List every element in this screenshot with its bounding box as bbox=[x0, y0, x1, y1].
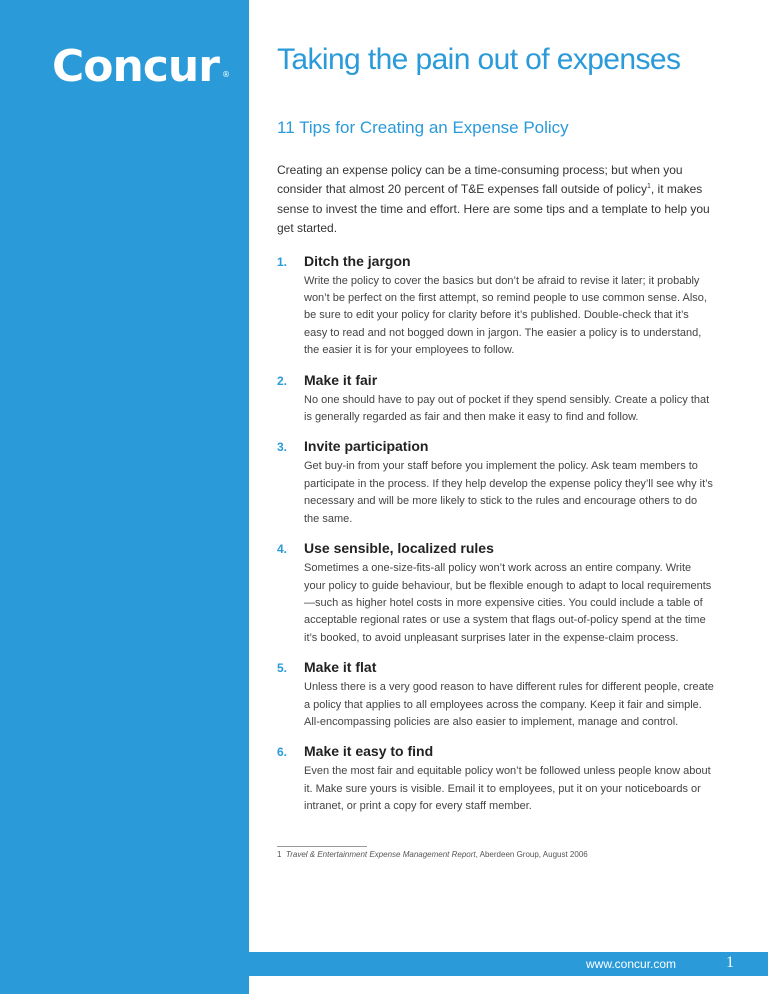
footnote-source-title: Travel & Entertainment Expense Management Report bbox=[285, 850, 476, 859]
registered-mark: ® bbox=[221, 70, 229, 79]
page-number: 1 bbox=[726, 954, 734, 971]
intro-text-1: Creating an expense policy can be a time-consuming process; but when you consider that almost 20 percent of T&E expenses fall outside of policy bbox=[277, 163, 683, 197]
tip-item bbox=[277, 658, 714, 731]
tip-number: 6. bbox=[277, 745, 288, 760]
intro-text-2: , it makes sense to invest the time and effort. Here are some tips and a template to help you get started. bbox=[277, 182, 710, 236]
tip-heading: Use sensible, localized rules bbox=[304, 540, 494, 557]
tips-list bbox=[277, 252, 714, 816]
tip-number: 4. bbox=[277, 542, 288, 557]
tip-item bbox=[277, 437, 714, 528]
footnote-ref[interactable]: 1 bbox=[646, 183, 651, 191]
footnote-divider bbox=[277, 846, 367, 847]
footnote bbox=[277, 849, 717, 861]
tip-body: Write the policy to cover the basics but don’t be afraid to revise it later; it probably won’t be perfect on the first attempt, so remind people to use common sense. Also, be sure to edit your policy for clarity before it’s published. Double-check that it’s easy to read and not bogged down in jargon. The easier a policy is to understand, the easier it is for your employees to follow. bbox=[304, 274, 707, 357]
tip-heading: Make it flat bbox=[304, 659, 377, 676]
footnote-number: 1 bbox=[277, 850, 282, 859]
tip-item bbox=[277, 371, 714, 427]
footer-url-link[interactable]: www.concur.com bbox=[586, 957, 677, 971]
tip-heading: Ditch the jargon bbox=[304, 252, 411, 269]
tip-body: Get buy-in from your staff before you implement the policy. Ask team members to participate in the process. If they help develop the expense policy they’ll see why it’s necessary and will be more likely to stick to the rules and encourage others to do the same. bbox=[304, 460, 713, 525]
tip-number: 1. bbox=[277, 254, 288, 269]
page-subtitle: 11 Tips for Creating an Expense Policy bbox=[277, 118, 569, 137]
tip-item bbox=[277, 252, 714, 360]
main-content bbox=[277, 40, 714, 827]
tip-heading: Invite participation bbox=[304, 438, 429, 455]
tip-item bbox=[277, 539, 714, 647]
tip-heading: Make it easy to find bbox=[304, 743, 434, 760]
page-title: Taking the pain out of expenses bbox=[277, 43, 681, 76]
tip-body: Even the most fair and equitable policy won’t be followed unless people know about it. Make sure yours is visible. Email it to employees, put it on your noticeboards or intranet, or print a copy for every staff member. bbox=[304, 765, 711, 813]
tip-number: 3. bbox=[277, 440, 288, 455]
footnote-source-rest: , Aberdeen Group, August 2006 bbox=[475, 850, 588, 859]
tip-body: Unless there is a very good reason to have different rules for different people, create a policy that applies to all employees across the company. Keep it fair and simple. All-encompassing policies are also easier to implement, manage and control. bbox=[304, 681, 714, 728]
tip-heading: Make it fair bbox=[304, 371, 378, 388]
tip-item bbox=[277, 742, 714, 815]
logo-text: Concur bbox=[52, 41, 219, 92]
tip-number: 2. bbox=[277, 373, 288, 388]
concur-logo bbox=[52, 42, 229, 92]
tip-body: No one should have to pay out of pocket if they spend sensibly. Create a policy that is generally regarded as fair and then make it easy to find and follow. bbox=[304, 393, 710, 424]
intro-paragraph bbox=[277, 161, 714, 239]
tip-body: Sometimes a one-size-fits-all policy won’t work across an entire company. Write your policy to guide behaviour, but be flexible enough to adapt to local requirements—such as higher hotel costs in more expensive cities. You could include a table of acceptable regional rates or use a system that flags out-of-policy spend at the time it’s booked, to avoid unpleasant surprises later in the expense-claim process. bbox=[304, 562, 712, 644]
tip-number: 5. bbox=[277, 661, 288, 676]
sidebar-band bbox=[0, 0, 249, 994]
